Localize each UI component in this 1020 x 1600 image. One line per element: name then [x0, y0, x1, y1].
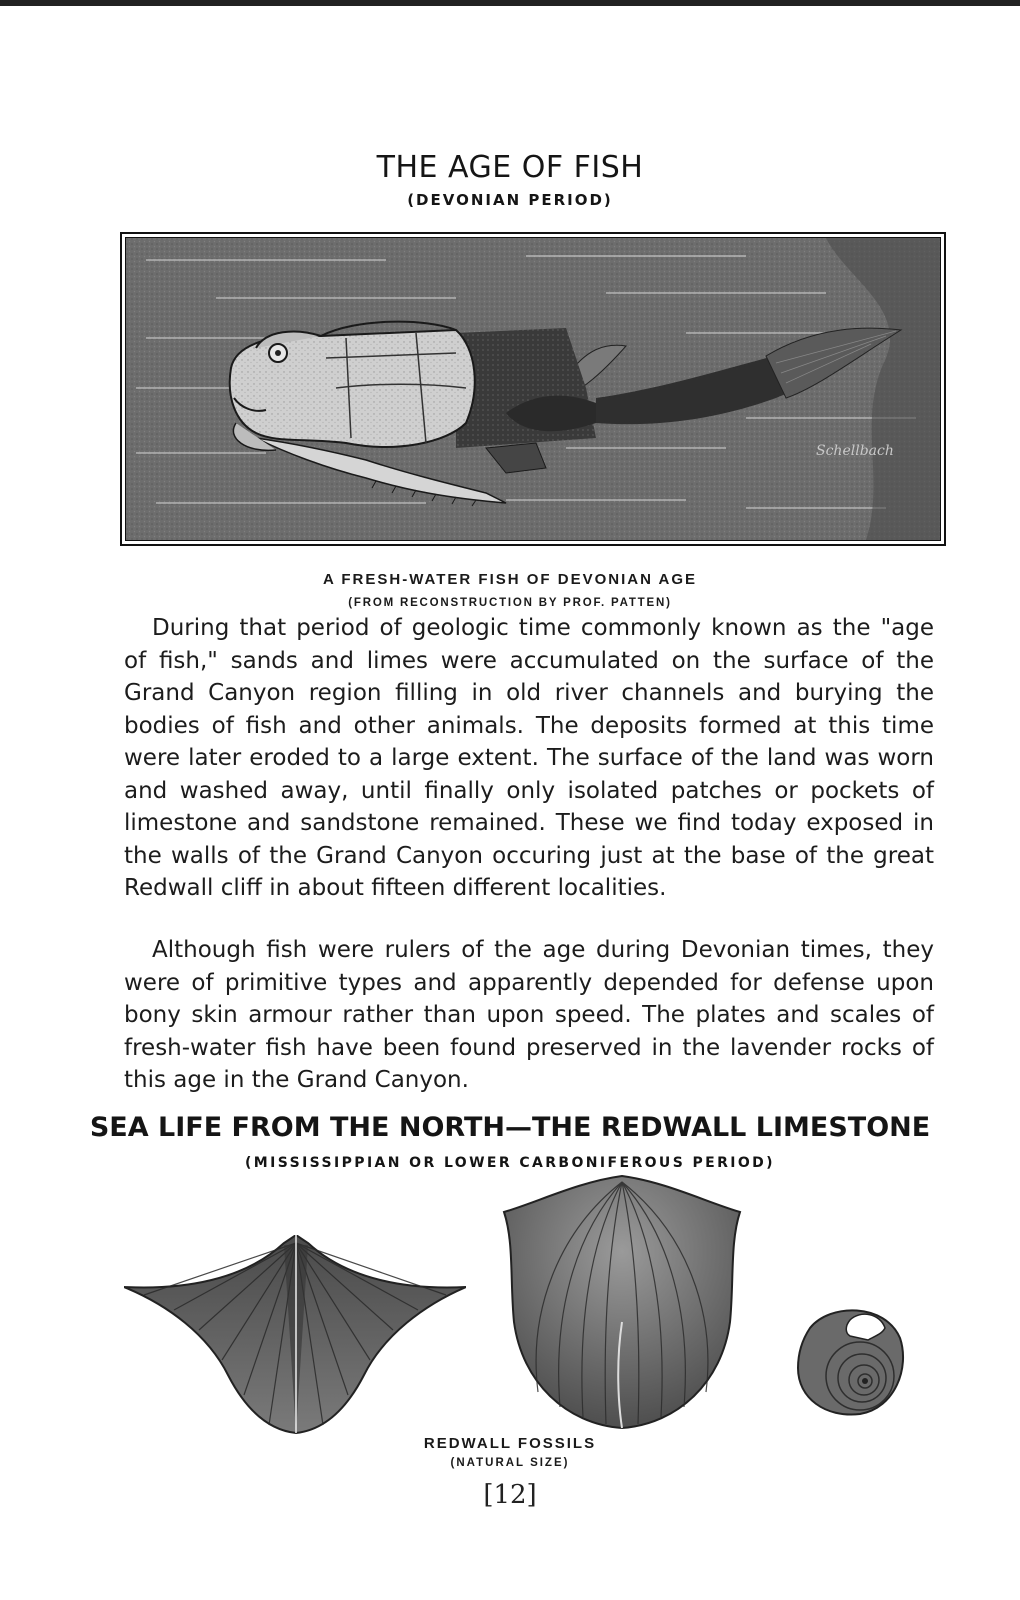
paragraph: During that period of geologic time commonly known as the "age of fish," sands and limes were accumulated on the surface of the Grand Canyon region filling in old river channels and burying the bodies of fish and other animals. The deposits formed at this time were later eroded to a large extent. The surface of the land was worn and washed away, until finally only isolated patches or pockets of limestone and sandstone remained. These we find today exposed in the walls of the Grand Canyon occuring just at the base of the great Redwall cliff in about fifteen different localities. — [124, 615, 934, 901]
top-rule — [0, 0, 1020, 6]
section-title: SEA LIFE FROM THE NORTH—THE REDWALL LIMESTONE — [89, 1112, 931, 1143]
section-subtitle: (MISSISSIPPIAN OR LOWER CARBONIFEROUS PERIOD) — [245, 1155, 775, 1171]
page-title: THE AGE OF FISH — [376, 150, 644, 185]
fossils-caption: REDWALL FOSSILS — [423, 1435, 597, 1452]
page-number: [12] — [483, 1480, 537, 1510]
figure-credit: (FROM RECONSTRUCTION BY PROF. PATTEN) — [348, 597, 672, 609]
page-subtitle: (DEVONIAN PERIOD) — [407, 191, 613, 209]
figure-caption: A FRESH-WATER FISH OF DEVONIAN AGE — [322, 571, 698, 588]
spirifer-fossil-image — [124, 1235, 466, 1435]
productus-fossil-image — [498, 1172, 746, 1430]
artist-signature: Schellbach — [816, 443, 894, 459]
gastropod-fossil-image — [790, 1298, 908, 1418]
fossils-note: (NATURAL SIZE) — [450, 1457, 570, 1469]
fish-illustration — [126, 238, 941, 540]
paragraph: Although fish were rulers of the age during Devonian times, they were of primitive types and apparently depended for defense upon bony skin armour rather than upon speed. The plates and scales of fresh-water fish have been found preserved in the lavender rocks of this age in the Grand Canyon. — [124, 937, 934, 1093]
devonian-fish-figure — [120, 232, 946, 546]
